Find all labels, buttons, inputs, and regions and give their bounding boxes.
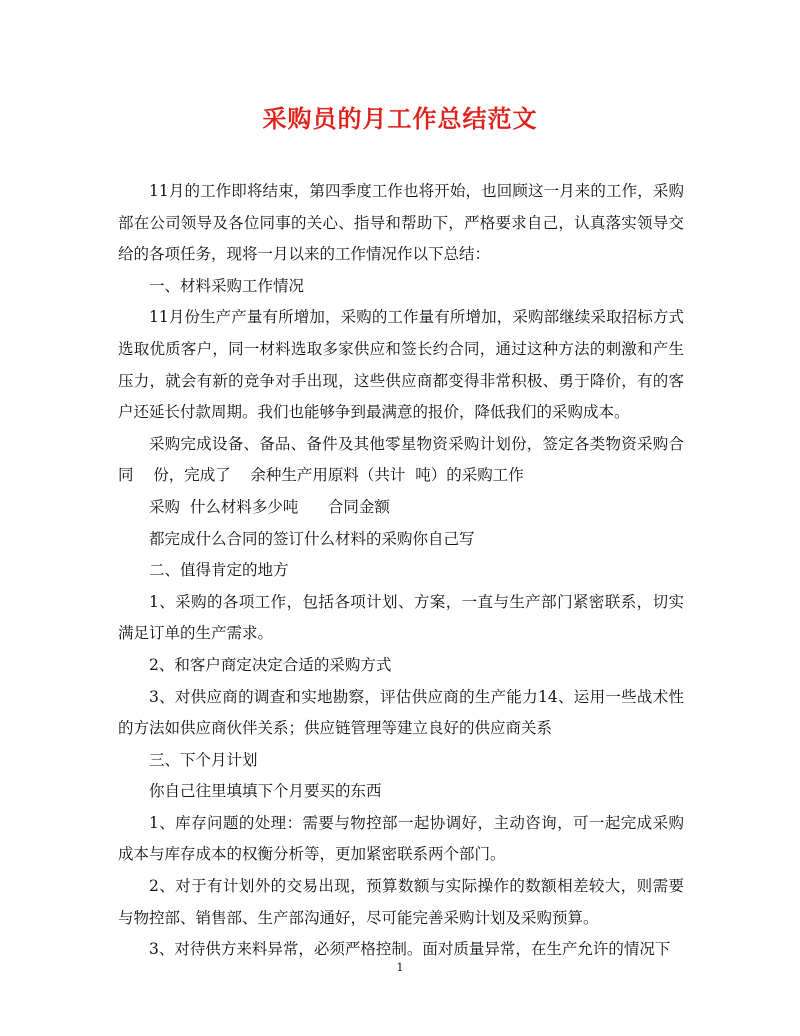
paragraph-plan-2: 2、对于有计划外的交易出现，预算数额与实际操作的数额相差较大，则需要与物控部、销售部、生产部沟通好，尽可能完善采购计划及采购预算。 — [118, 877, 684, 927]
section-heading-next-month: 三、下个月计划 — [149, 750, 258, 769]
section-heading-strengths: 二、值得肯定的地方 — [149, 561, 289, 580]
paragraph-strength-1: 1、采购的各项工作，包括各项计划、方案，一直与生产部门紧密联系，切实满足订单的生产需求。 — [118, 592, 684, 643]
paragraph-plan-1: 1、库存问题的处理：需要与物控部一起协调好，主动咨询，可一起完成采购成本与库存成本的权衡分析等，更加紧密联系两个部门。 — [118, 813, 684, 864]
paragraph-strength-2: 2、和客户商定决定合适的采购方式 — [149, 655, 392, 674]
paragraph-materials: 11月份生产产量有所增加，采购的工作量有所增加，采购部继续采取招标方式选取优质客户，同一材料选取多家供应和签长约合同，通过这种方法的刺激和产生压力，就会有新的竞争对手出现，这些供应商都变得非常积极、勇于降价，有的客户还延长付款周期。我们也能够争到最满意的报价，降低我们的采购成本。 — [118, 308, 684, 422]
paragraph-plan-3: 3、对待供方来料异常，必须严格控制。面对质量异常，在生产允许的情况下 — [149, 940, 671, 959]
document-body — [118, 176, 684, 966]
paragraph-strength-3: 3、对供应商的调查和实地勘察，评估供应商的生产能力14、运用一些战术性的方法如供应商伙伴关系；供应链管理等建立良好的供应商关系 — [118, 687, 684, 738]
paragraph-contracts-note: 都完成什么合同的签订什么材料的采购你自己写 — [149, 529, 475, 548]
paragraph-intro: 11月的工作即将结束，第四季度工作也将开始，也回顾这一月来的工作，采购部在公司领导及各位同事的关心、指导和帮助下，严格要求自己，认真落实领导交给的各项任务，现将一月以来的工作情况作以下总结： — [118, 182, 684, 264]
paragraph-purchase-items: 采购 什么材料多少吨 合同金额 — [149, 497, 390, 516]
paragraph-completed: 采购完成设备、备品、备件及其他零星物资采购计划份，签定各类物资采购合同 份，完成了 余种生产用原料（共计 吨）的采购工作 — [118, 434, 684, 485]
document-title: 采购员的月工作总结范文 — [262, 104, 538, 133]
page-number: 1 — [396, 961, 404, 974]
section-heading-materials: 一、材料采购工作情况 — [149, 276, 305, 295]
paragraph-next-month-note: 你自己往里填填下个月要买的东西 — [149, 782, 382, 801]
